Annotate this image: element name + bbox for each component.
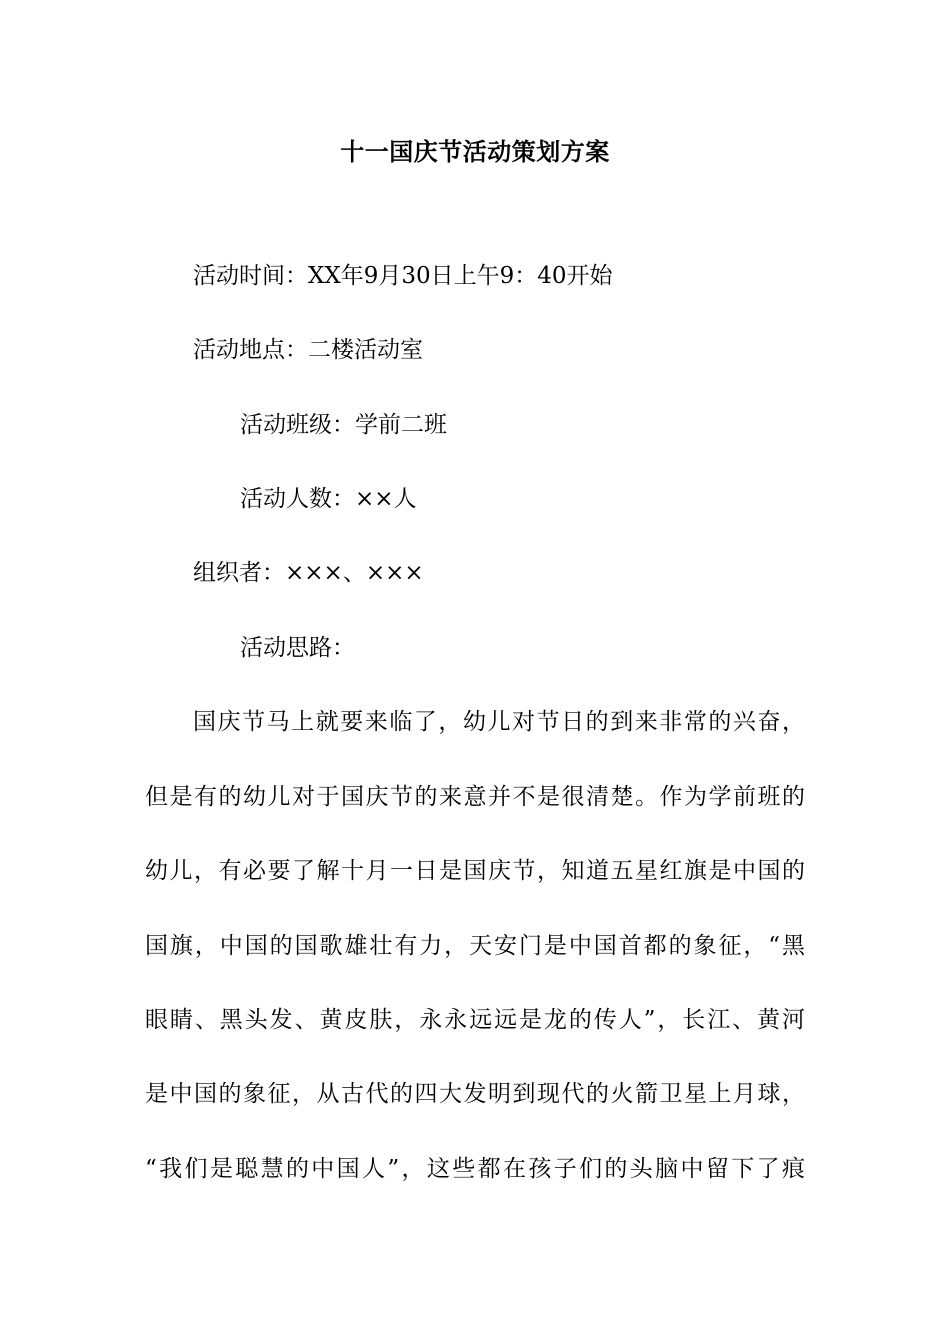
- paragraph-line: 国旗，中国的国歌雄壮有力，天安门是中国首都的象征，“黑: [145, 933, 805, 959]
- paragraph-line: 是中国的象征，从古代的四大发明到现代的火箭卫星上月球，: [145, 1081, 805, 1107]
- info-activity-class: 活动班级：学前二班: [240, 412, 447, 438]
- info-activity-headcount: 活动人数：××人: [240, 486, 417, 512]
- info-activity-time: 活动时间：XX年9月30日上午9：40开始: [193, 263, 613, 289]
- document-title: 十一国庆节活动策划方案: [340, 137, 610, 166]
- info-activity-location: 活动地点：二楼活动室: [193, 337, 423, 363]
- paragraph-line: 但是有的幼儿对于国庆节的来意并不是很清楚。作为学前班的: [145, 784, 805, 810]
- paragraph-line: 眼睛、黑头发、黄皮肤，永永远远是龙的传人”，长江、黄河: [145, 1007, 805, 1033]
- paragraph-line: 国庆节马上就要来临了，幼儿对节日的到来非常的兴奋，: [193, 709, 805, 735]
- paragraph-line: “我们是聪慧的中国人”，这些都在孩子们的头脑中留下了痕: [145, 1156, 805, 1182]
- info-activity-idea-heading: 活动思路：: [240, 635, 355, 661]
- info-organizer: 组织者：×××、×××: [193, 560, 424, 586]
- paragraph-line: 幼儿，有必要了解十月一日是国庆节，知道五星红旗是中国的: [145, 858, 805, 884]
